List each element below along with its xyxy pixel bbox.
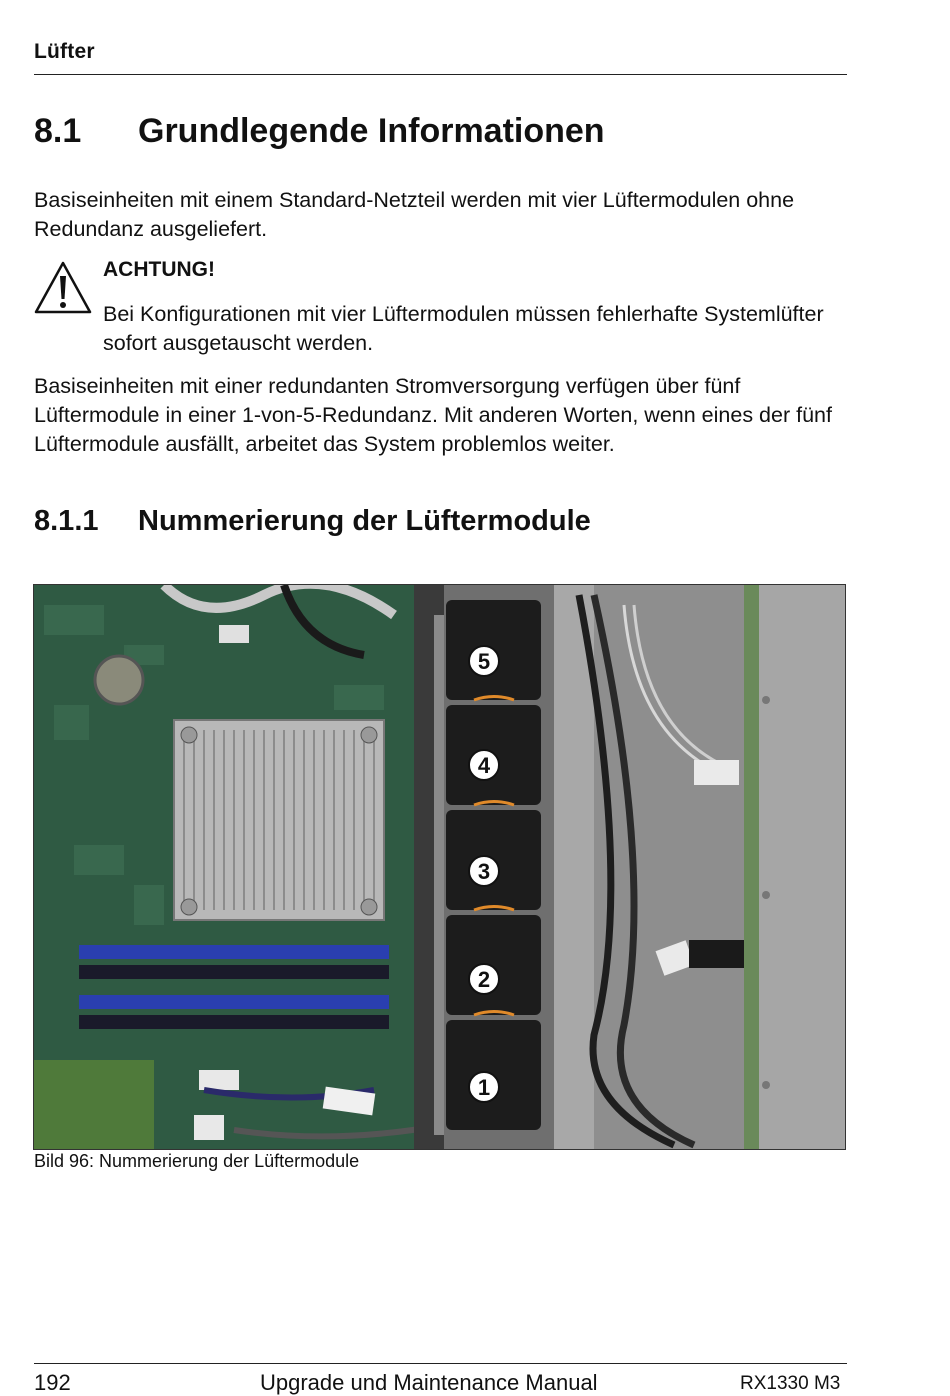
footer-rule [34,1363,847,1364]
subsection-number: 8.1.1 [34,505,99,537]
fan-label-1 [469,1072,499,1102]
header-rule [34,74,847,75]
section-title: Grundlegende Informationen [138,112,605,150]
fan-module-photo [33,584,846,1150]
fan-label-5 [469,646,499,676]
fan-label-2-text: 2 [477,967,491,992]
fan-label-4 [469,750,499,780]
intro-paragraph: Basiseinheiten mit einem Standard-Netzteil werden mit vier Lüftermodulen ohne Redundanz ausgeliefert. [34,188,795,241]
fan-label-4-text: 4 [477,753,491,778]
caution-text: Bei Konfigurationen mit vier Lüftermodulen müssen fehlerhafte Systemlüfter sofort ausgetauscht werden. [103,302,824,355]
section-number: 8.1 [34,112,82,150]
fan-label-3-text: 3 [477,859,491,884]
fan-label-1-text: 1 [477,1075,491,1100]
page-number: 192 [34,1370,71,1395]
product-model: RX1330 M3 [740,1373,841,1394]
warning-triangle-icon [33,260,93,316]
subsection-title: Nummerierung der Lüftermodule [138,505,591,537]
fan-label-3 [469,856,499,886]
server-illustration [34,585,845,1149]
fan-label-2 [469,964,499,994]
running-head: Lüfter [34,40,95,63]
fan-label-5-text: 5 [477,649,491,674]
redundancy-paragraph: Basiseinheiten mit einer redundanten Stromversorgung verfügen über fünf Lüftermodule in einer 1-von-5-Redundanz. Mit anderen Worten, wenn eines der fünf Lüftermodule ausfällt, arbeitet das System problemlos weiter. [34,374,832,456]
section-heading [34,112,605,151]
figure-caption: Bild 96: Nummerierung der Lüftermodule [34,1151,360,1171]
manual-title: Upgrade und Maintenance Manual [260,1370,598,1395]
subsection-heading [34,505,591,538]
caution-title: ACHTUNG! [103,258,215,281]
